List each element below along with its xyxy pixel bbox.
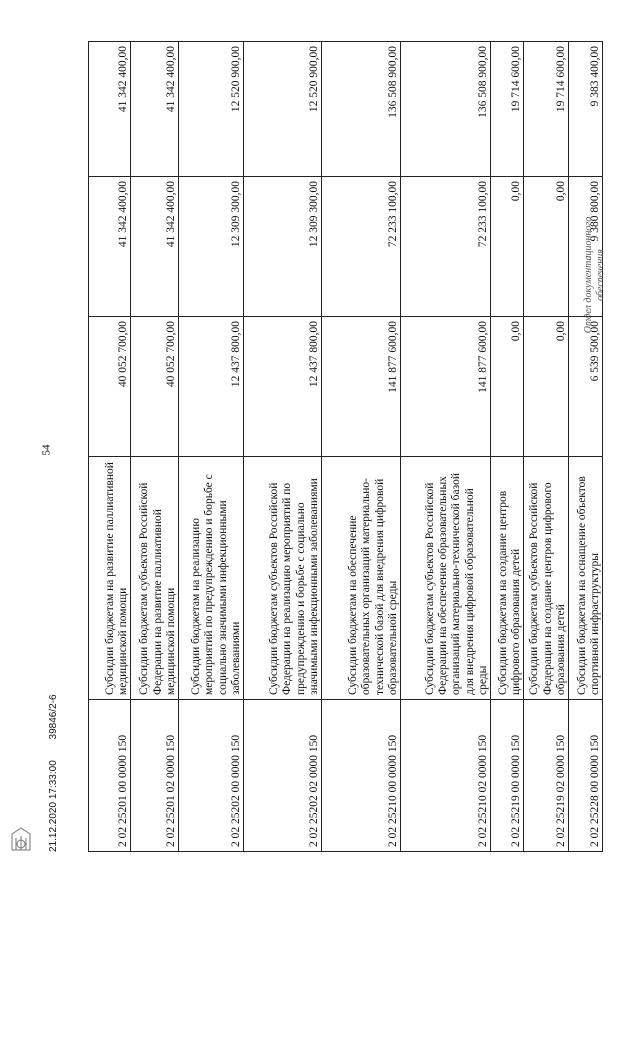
row-code: 2 02 25228 00 0000 150 [569, 700, 603, 852]
row-value-3: 19 714 600,00 [491, 42, 524, 177]
row-name: Субсидии бюджетам на создание центров цифрового образования детей [491, 457, 524, 700]
row-name: Субсидии бюджетам на реализацию мероприятий по предупреждению и борьбе с социально значимыми инфекционными заболеваниями [179, 457, 244, 700]
row-name: Субсидии бюджетам субъектов Российской Федерации на развитие паллиативной медицинской помощи [131, 457, 179, 700]
page-number: 54 [40, 444, 53, 456]
row-value-1: 141 877 600,00 [401, 317, 491, 457]
row-value-2: 0,00 [524, 177, 569, 317]
row-name: Субсидии бюджетам субъектов Российской Федерации на обеспечение образовательных организаций материально-технической базой для внедрения цифровой образовательной среды [401, 457, 491, 700]
row-name: Субсидии бюджетам на развитие паллиативной медицинской помощи [89, 457, 131, 700]
rotated-table-wrapper [88, 42, 603, 852]
table-row [322, 42, 401, 852]
table-row [244, 42, 322, 852]
row-name: Субсидии бюджетам на обеспечение образовательных организаций материально-технической базой для внедрения цифровой образовательной среды [322, 457, 401, 700]
row-value-2: 41 342 400,00 [131, 177, 179, 317]
row-value-1: 0,00 [524, 317, 569, 457]
row-value-3: 12 520 900,00 [179, 42, 244, 177]
row-value-1: 0,00 [491, 317, 524, 457]
row-value-3: 41 342 400,00 [89, 42, 131, 177]
footer-timestamp: 21.12.2020 17:33:00 [48, 760, 59, 852]
row-value-2: 0,00 [491, 177, 524, 317]
row-code: 2 02 25219 02 0000 150 [524, 700, 569, 852]
emblem-logo-icon [6, 820, 36, 856]
row-value-1: 12 437 800,00 [244, 317, 322, 457]
stamp-line-2: обеспечения [595, 249, 606, 301]
row-value-2: 72 233 100,00 [401, 177, 491, 317]
row-value-3: 12 520 900,00 [244, 42, 322, 177]
row-value-2: 41 342 400,00 [89, 177, 131, 317]
table-row [89, 42, 131, 852]
row-name: Субсидии бюджетам субъектов Российской Федерации на создание центров цифрового образования детей [524, 457, 569, 700]
row-value-2: 9 380 800,00 [569, 177, 603, 317]
table-row [401, 42, 491, 852]
row-code: 2 02 25202 02 0000 150 [244, 700, 322, 852]
stamp-line-1: Отдел документационного [583, 216, 594, 334]
row-value-1: 40 052 700,00 [89, 317, 131, 457]
office-stamp [583, 205, 607, 345]
row-value-3: 136 508 900,00 [322, 42, 401, 177]
row-value-2: 12 309 300,00 [244, 177, 322, 317]
table-row [569, 42, 603, 852]
row-value-1: 141 877 600,00 [322, 317, 401, 457]
row-code: 2 02 25219 00 0000 150 [491, 700, 524, 852]
table-row [524, 42, 569, 852]
row-name: Субсидии бюджетам на оснащение объектов спортивной инфраструктуры [569, 457, 603, 700]
row-value-3: 19 714 600,00 [524, 42, 569, 177]
row-value-1: 40 052 700,00 [131, 317, 179, 457]
budget-table [88, 41, 603, 852]
row-value-1: 12 437 800,00 [179, 317, 244, 457]
row-name: Субсидии бюджетам субъектов Российской Федерации на реализацию мероприятий по предупреждению и борьбе с социально значимыми инфекционными заболеваниями [244, 457, 322, 700]
table-row [491, 42, 524, 852]
row-code: 2 02 25201 02 0000 150 [131, 700, 179, 852]
row-value-2: 12 309 300,00 [179, 177, 244, 317]
table-row [131, 42, 179, 852]
table-row [179, 42, 244, 852]
row-value-3: 9 383 400,00 [569, 42, 603, 177]
row-value-3: 136 508 900,00 [401, 42, 491, 177]
row-code: 2 02 25210 00 0000 150 [322, 700, 401, 852]
footer-doc-id: 39846/2-6 [48, 694, 59, 740]
row-code: 2 02 25202 00 0000 150 [179, 700, 244, 852]
row-code: 2 02 25210 02 0000 150 [401, 700, 491, 852]
row-value-3: 41 342 400,00 [131, 42, 179, 177]
row-code: 2 02 25201 00 0000 150 [89, 700, 131, 852]
row-value-2: 72 233 100,00 [322, 177, 401, 317]
row-value-1: 6 539 500,00 [569, 317, 603, 457]
